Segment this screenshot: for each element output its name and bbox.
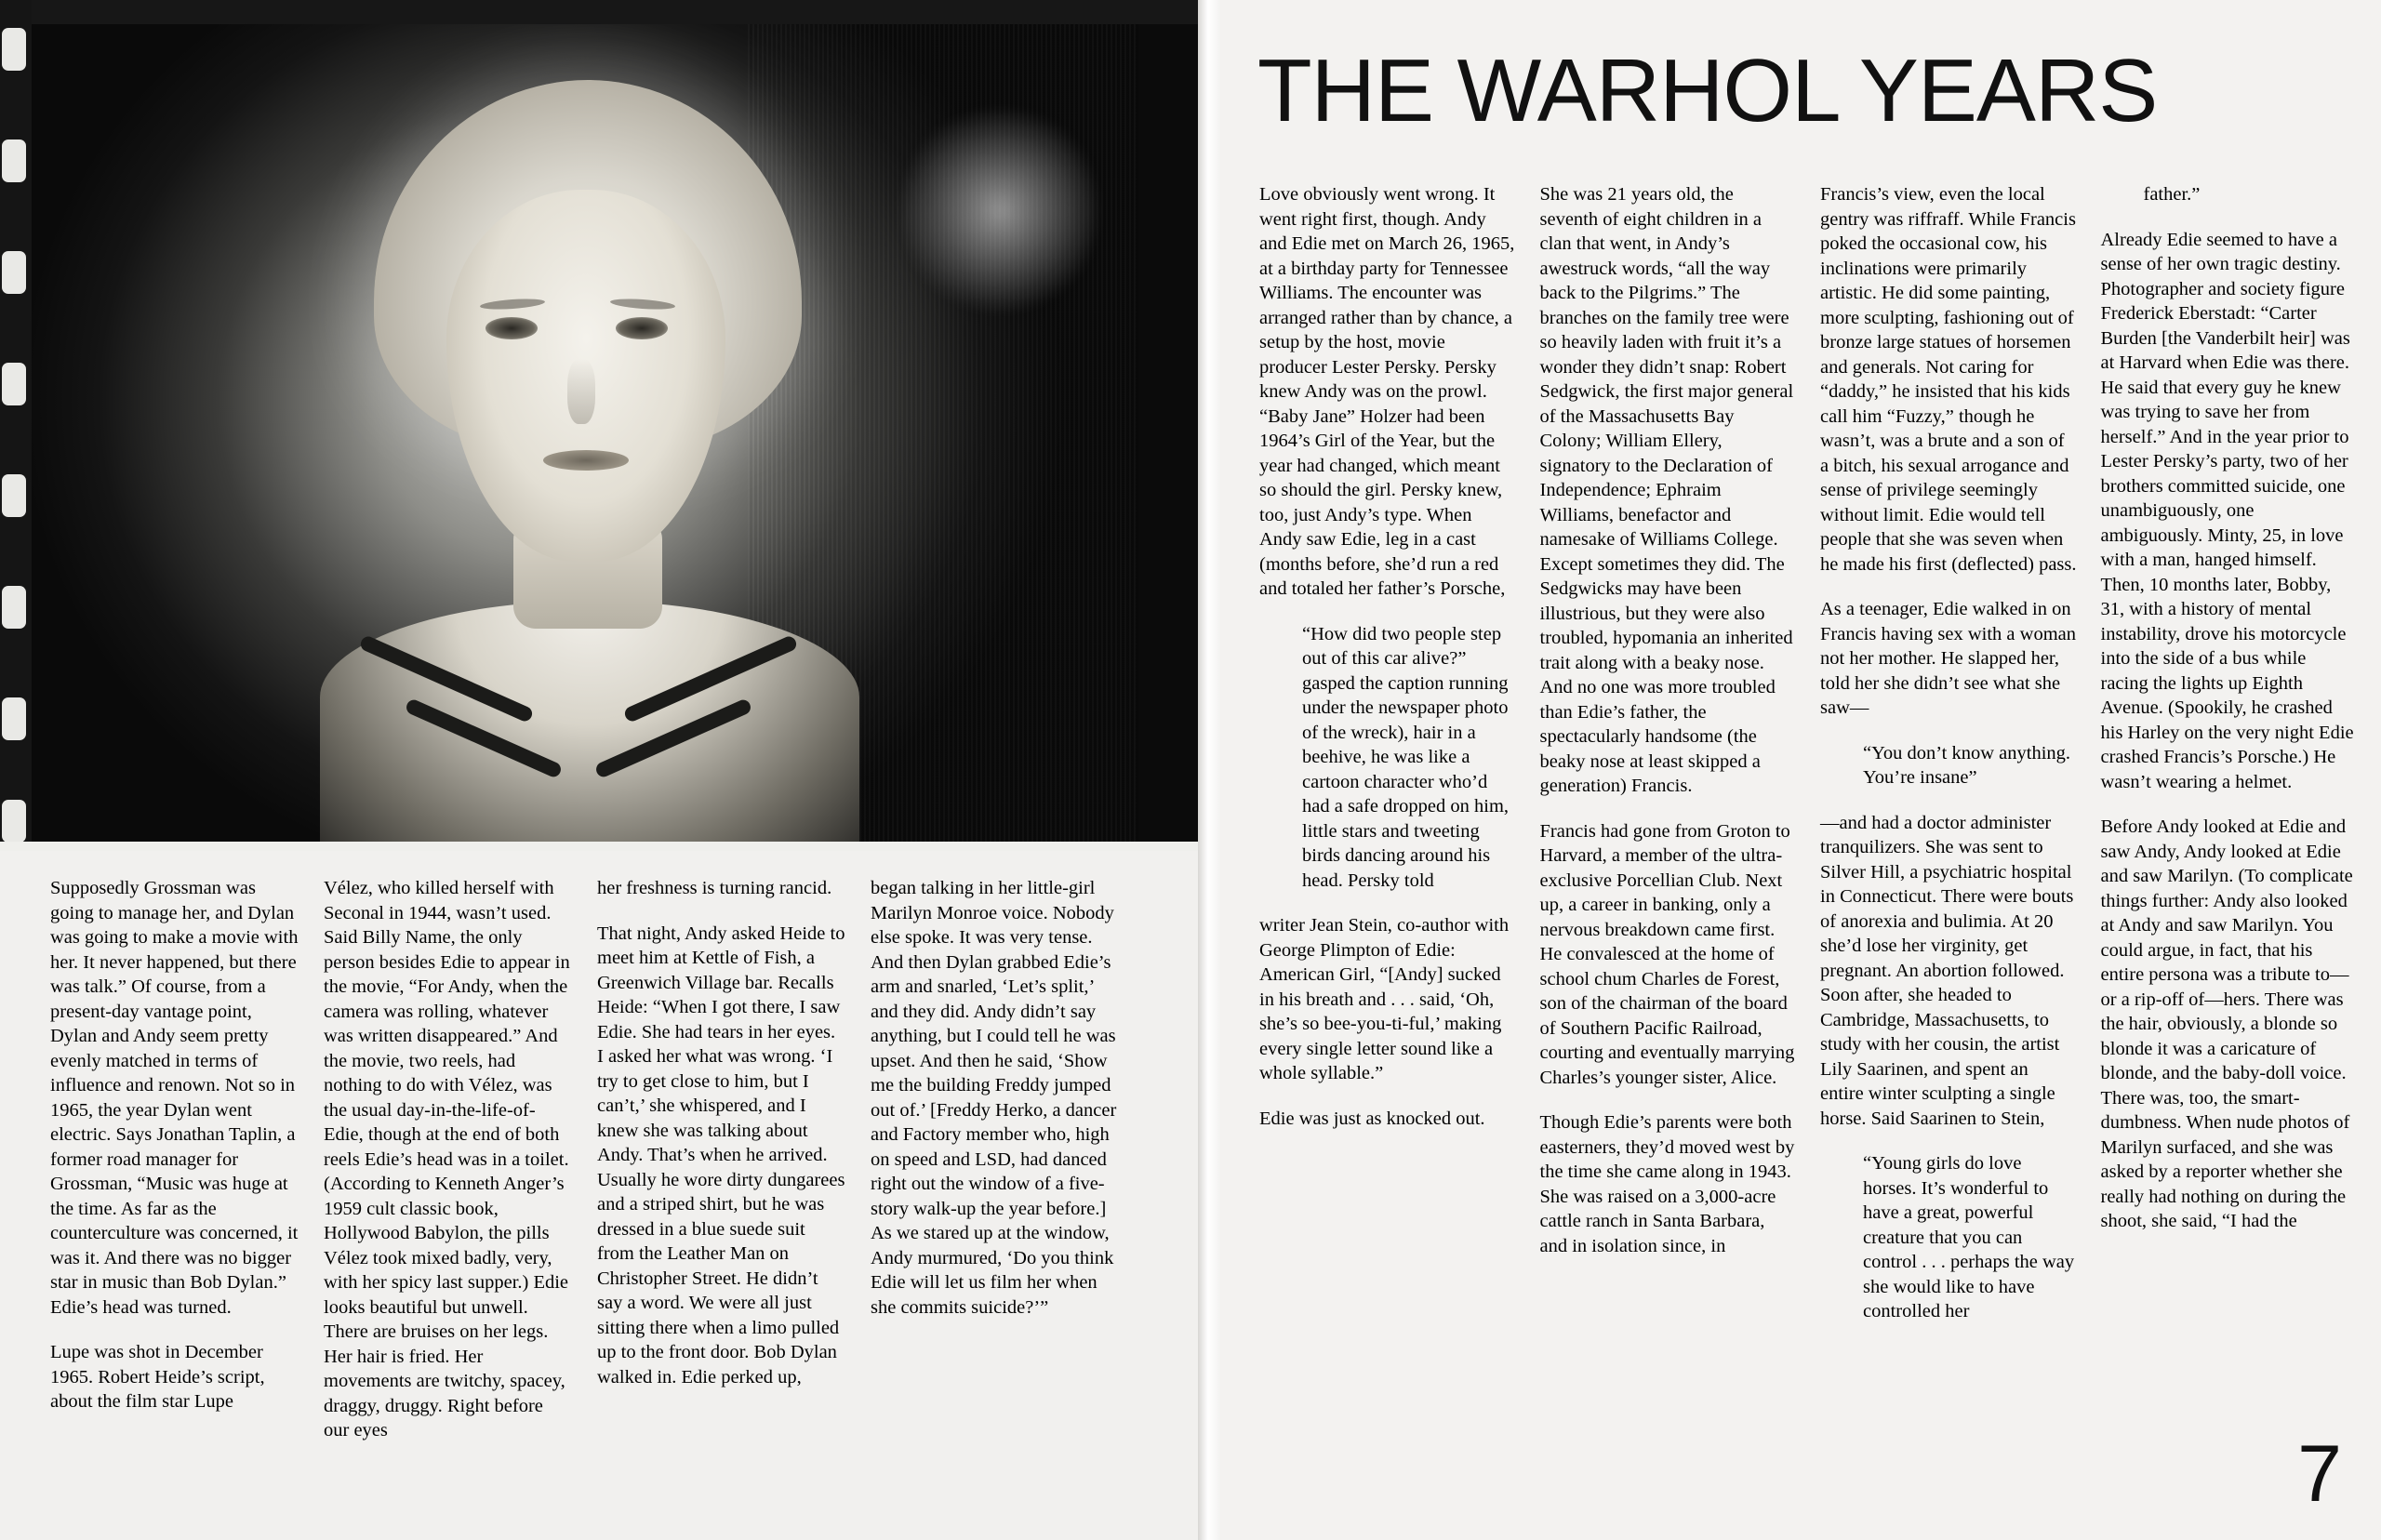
text-column-1 [50,876,299,1518]
right-page-body-text [1259,182,2357,1503]
paragraph: Before Andy looked at Edie and saw Andy, Andy looked at Edie and saw Marilyn. (To complicate things further: Andy also looked at Andy and saw Marilyn. You could argue, in fact, that his entire persona was a tribute to—or a rip-off of—hers. There was the hair, obviously, a blonde so blonde it was a caricature of blonde, and the baby-doll voice. There was, too, the smart-dumbness. When nude photos of Marilyn surfaced, and she was asked by a reporter whether she really had nothing on during the shoot, she said, “I had the [2100,816,2353,1231]
text-column-4 [871,876,1120,1518]
paragraph: Though Edie’s parents were both easterners, they’d moved west by the time she came along in 1943. She was raised on a 3,000-acre cattle ranch in Santa Barbara, and in isolation since, in [1539,1112,1795,1256]
page-number: 7 [2297,1429,2342,1519]
paragraph: Love obviously went wrong. It went right first, though. Andy and Edie met on March 26, 1965, at a birthday party for Tennessee Williams. The encounter was arranged rather than by chance, a setup by the host, movie producer Lester Persky. Persky knew Andy was on the prowl. “Baby Jane” Holzer had been 1964’s Girl of the Year, but the year had changed, which meant so should the girl. Persky knew, too, just Andy’s type. When Andy saw Edie, leg in a cast (months before, she’d run a red and totaled her father’s Porsche, [1259,184,1515,599]
text-column-8 [2101,182,2358,1503]
shoulders-shape [320,601,859,842]
nose-shape [567,359,595,424]
photo-image-area [32,24,1138,842]
eye-left [486,317,538,339]
right-page [1220,0,2381,1540]
paragraph: Supposedly Grossman was going to manage her, and Dylan was going to make a movie with her. It never happened, but there was talk.” Of course, from a present-day vantage point, Dylan and Andy seem pretty evenly matched in terms of influence and renown. Not so in 1965, the year Dylan went electric. Says Jonathan Taplin, a former road manager for Grossman, “Music was huge at the time. As far as the counterculture was concerned, it was it. And there was no bigger star in music than Bob Dylan.” Edie’s head was turned. [50,878,299,1318]
pull-paragraph: “You don’t know anything. You’re insane” [1863,742,2071,788]
page-title: THE WARHOL YEARS [1257,41,2158,140]
film-frame-top-edge [0,0,1198,24]
left-page-body-text [50,876,1157,1518]
paragraph: Francis had gone from Groton to Harvard, a member of the ultra-exclusive Porcellian Club. Next up, a career in banking, only a nervous breakdown came first. He convalesced at the home of school chum Charles de Forest, son of the chairman of the board of Southern Pacific Railroad, courting and eventually marrying Charles’s younger sister, Alice. [1539,820,1795,1088]
paragraph: her freshness is turning rancid. [597,878,832,898]
text-column-5 [1259,182,1516,1503]
text-column-6 [1540,182,1797,1503]
text-column-2 [324,876,573,1518]
paragraph: —and had a doctor administer tranquilizers. She was sent to Silver Hill, a psychiatric hospital in Connecticut. There were bouts of anorexia and bulimia. At 20 she’d lose her virginity, get pregnant. An abortion followed. Soon after, she headed to Cambridge, Massachusetts, to study with her cousin, the artist Lily Saarinen, and spent an entire winter sculpting a single horse. Said Saarinen to Stein, [1820,812,2074,1129]
pull-paragraph: father.” [2143,184,2201,205]
paragraph: writer Jean Stein, co-author with George Plimpton of Edie: American Girl, “[Andy] sucked in his breath and . . . said, ‘Oh, she’s so bee-you-ti-ful,’ making every single letter sound like a whole syllable.” [1259,915,1510,1083]
film-sprocket-strip [0,0,32,851]
page-gutter [1198,0,1220,1540]
portrait-photo [0,0,1198,851]
paragraph: Edie was just as knocked out. [1259,1108,1485,1129]
paragraph: She was 21 years old, the seventh of eight children in a clan that went, in Andy’s awestruck words, “all the way back to the Pilgrims.” The branches on the family tree were so heavily laden with fruit it’s a wonder they didn’t snap: Robert Sedgwick, the first major general of the Massachusetts Bay Colony; William Ellery, signatory to the Declaration of Independence; Ephraim Williams, benefactor and namesake of Williams College. Except sometimes they did. The Sedgwicks may have been illustrious, but they were also troubled, hypomania an inherited trait along with a beaky nose. And no one was more troubled than Edie’s father, the spectacularly handsome (the beaky nose at least skipped a generation) Francis. [1539,184,1794,796]
paragraph: Vélez, who killed herself with Seconal in 1944, wasn’t used. Said Billy Name, the only person besides Edie to appear in the movie, “For Andy, when the camera was rolling, whatever was written disappeared.” And the movie, two reels, had nothing to do with Vélez, was the usual day-in-the-life-of-Edie, though at the end of both reels Edie’s head was in a toilet. (According to Kenneth Anger’s 1959 cult classic book, Hollywood Babylon, the pills Vélez took mixed badly, very, with her spicy last supper.) Edie looks beautiful but unwell. There are bruises on her legs. Her hair is fried. Her movements are twitchy, spacey, draggy, druggy. Right before our eyes [324,878,570,1440]
paragraph: began talking in her little-girl Marilyn Monroe voice. Nobody else spoke. It was very tense. And then Dylan grabbed Edie’s arm and snarled, ‘Let’s split,’ and they did. Andy didn’t say anything, but I could tell he was upset. And then he said, ‘Show me the building Freddy jumped out of.’ [Freddy Herko, a dancer and Factory member who, high on speed and LSD, had danced right out the window of a five-story walk-up the year before.] As we stared up at the window, Andy murmured, ‘Do you think Edie will let us film her when she commits suicide?’” [871,878,1117,1318]
portrait-figure [264,80,915,842]
pull-paragraph: “How did two people step out of this car alive?” gasped the caption running under the newspaper photo of the wreck), hair in a beehive, he was like a cartoon character who’d had a safe dropped on him, little stars and tweeting birds dancing around his head. Persky told [1302,623,1510,891]
light-flare [902,99,1097,322]
paragraph: Lupe was shot in December 1965. Robert Heide’s script, about the film star Lupe [50,1342,265,1412]
mouth-shape [543,450,629,471]
paragraph: Already Edie seemed to have a sense of her own tragic destiny. Photographer and society figure Frederick Eberstadt: “Carter Burden [the Vanderbilt heir] was at Harvard when Edie was there. He said that every guy he knew was trying to save her from herself.” And in the year prior to Lester Persky’s party, two of her brothers committed suicide, one unambiguously, one ambiguously. Minty, 25, in love with a man, hanged himself. Then, 10 months later, Bobby, 31, with a history of mental instability, drove his motorcycle into the side of a bus while racing the lights up Eighth Avenue. (Spookily, he crashed his Harley on the very night Edie crashed Francis’s Porsche.) He wasn’t wearing a helmet. [2100,229,2354,792]
text-column-3 [597,876,846,1518]
paragraph: As a teenager, Edie walked in on Francis having sex with a woman not her mother. He slapped her, told her she didn’t see what she saw— [1820,599,2076,718]
paragraph: Francis’s view, even the local gentry was riffraff. While Francis poked the occasional cow, his inclinations were primarily artistic. He did some painting, more sculpting, fashioning out of bronze large statues of horsemen and generals. Not caring for “daddy,” he insisted that his kids call him “Fuzzy,” though he wasn’t, was a brute and a son of a bitch, his sexual arrogance and sense of privilege seemingly without limit. Edie would tell people that she was seven when he made his first (deflected) pass. [1820,184,2077,575]
eye-right [616,317,668,339]
pull-paragraph: “Young girls do love horses. It’s wonderful to have a great, powerful creature that you can control . . . perhaps the way she would like to have controlled her [1863,1153,2075,1321]
film-frame-bottom-edge [0,842,1198,851]
paragraph: That night, Andy asked Heide to meet him at Kettle of Fish, a Greenwich Village bar. Recalls Heide: “When I got there, I saw Edie. She had tears in her eyes. I asked her what was wrong. ‘I try to get close to him, but I can’t,’ she whispered, and I knew she was talking about Andy. That’s when he arrived. Usually he wore dirty dungarees and a striped shirt, but he was dressed in a blue suede suit from the Leather Man on Christopher Street. He didn’t say a word. We were all just sitting there when a limo pulled up to the front door. Bob Dylan walked in. Edie perked up, [597,923,845,1387]
text-column-7 [1820,182,2077,1503]
